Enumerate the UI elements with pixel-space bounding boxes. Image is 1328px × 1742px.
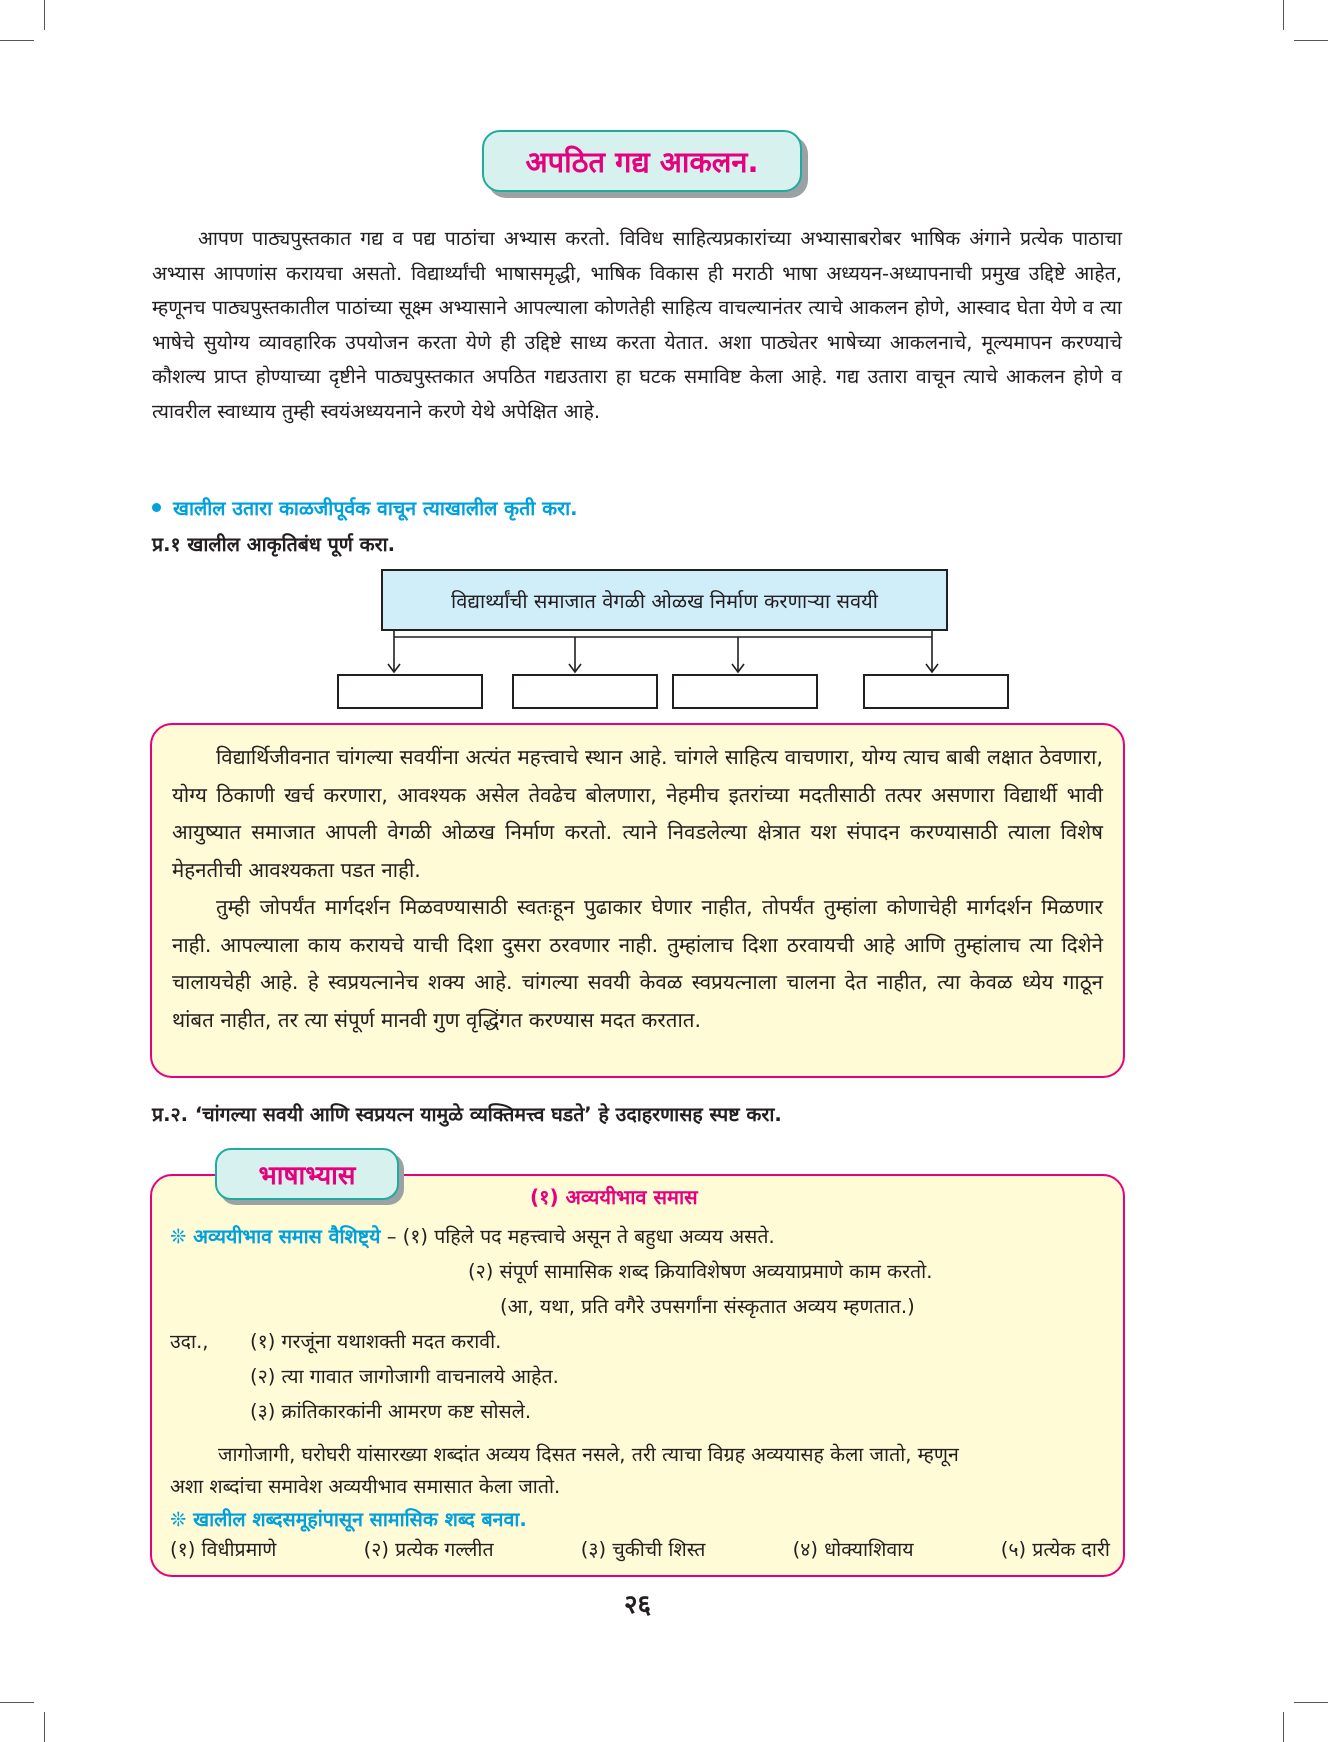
feature-separator: – <box>386 1225 397 1248</box>
samas-heading: (१) अव्ययीभाव समास <box>530 1185 698 1209</box>
explanation-line-1: जागोजागी, घरोघरी यांसारख्या शब्दांत अव्यय दिसत नसले, तरी त्याचा विग्रह अव्ययासह केला जातो, म्हणून <box>218 1443 959 1466</box>
answer-box-2[interactable] <box>512 674 658 709</box>
feature-label: ❊ अव्ययीभाव समास वैशिष्ट्ये <box>170 1225 381 1248</box>
question-1: प्र.१ खालील आकृतिबंध पूर्ण करा. <box>152 533 396 556</box>
crop-mark <box>0 1702 34 1703</box>
crop-mark <box>1294 1702 1328 1703</box>
page-title: अपठित गद्य आकलन. <box>482 130 802 192</box>
intro-paragraph: आपण पाठ्यपुस्तकात गद्य व पद्य पाठांचा अभ्यास करतो. विविध साहित्यप्रकारांच्या अभ्यासाबरोबर भाषिक अंगाने प्रत्येक पाठाचा अभ्यास आपणांस करायचा असतो. विद्यार्थ्यांची भाषासमृद्धी, भाषिक विकास ही मराठी भाषा अध्ययन-अध्यापनाची प्रमुख उद्दिष्टे आहेत, म्हणूनच पाठ्यपुस्तकातील पाठांच्या सूक्ष्म अभ्यासाने आपल्याला कोणतेही साहित्य वाचल्यानंतर त्याचे आकलन होणे, आस्वाद घेता येणे व त्या भाषेचे सुयोग्य व्यावहारिक उपयोजन करता येणे ही उद्दिष्टे साध्य करता येतात. अशा पाठ्येतर भाषेच्या आकलनाचे, मूल्यमापन करण्याचे कौशल्य प्राप्त होण्याच्या दृष्टीने पाठ्यपुस्तकात अपठित गद्यउतारा हा घटक समाविष्ट केला आहे. गद्य उतारा वाचून त्याचे आकलन होणे व त्यावरील स्वाध्याय तुम्ही स्वयंअध्ययनाने करणे येथे अपेक्षित आहे. <box>152 227 1122 423</box>
exercise-item: (१) विधीप्रमाणे <box>170 1538 277 1561</box>
example-2: (२) त्या गावात जागोजागी वाचनालये आहेत. <box>250 1365 559 1388</box>
passage-paragraph-2: तुम्ही जोपर्यंत मार्गदर्शन मिळवण्यासाठी स्वतःहून पुढाकार घेणार नाहीत, तोपर्यंत तुम्हांला कोणाचेही मार्गदर्शन मिळणार नाही. आपल्याला काय करायचे याची दिशा दुसरा ठरवणार नाही. तुम्हांलाच दिशा ठरवायची आहे आणि तुम्हांलाच त्या दिशेने चालायचेही आहे. हे स्वप्रयत्नानेच शक्य आहे. चांगल्या सवयी केवळ स्वप्रयत्नाला चालना देत नाहीत, त्या केवळ ध्येय गाठून थांबत नाहीत, तर त्या संपूर्ण मानवी गुण वृद्धिंगत करण्यास मदत करतात. <box>172 895 1103 1032</box>
crop-mark <box>44 1712 45 1742</box>
explanation-line-2: अशा शब्दांचा समावेश अव्ययीभाव समासात केला जातो. <box>170 1475 561 1498</box>
answer-box-3[interactable] <box>672 674 818 709</box>
exercise-list <box>170 1535 1110 1562</box>
page-number: २६ <box>624 1590 652 1620</box>
crop-mark <box>1283 1712 1284 1742</box>
exercise-item: (३) चुकीची शिस्त <box>580 1538 706 1561</box>
diagram-center-box: विद्यार्थ्यांची समाजात वेगळी ओळख निर्माण करणाऱ्या सवयी <box>381 569 948 631</box>
example-label: उदा., <box>170 1330 209 1353</box>
passage-box <box>150 723 1125 1078</box>
example-3: (३) क्रांतिकारकांनी आमरण कष्ट सोसले. <box>250 1400 532 1423</box>
question-2: प्र.२. ‘चांगल्या सवयी आणि स्वप्रयत्न यामुळे व्यक्तिमत्त्व घडते’ हे उदाहरणासह स्पष्ट करा. <box>152 1103 782 1126</box>
instruction-text: खालील उतारा काळजीपूर्वक वाचून त्याखालील कृती करा. <box>173 497 578 520</box>
exercise-item: (५) प्रत्येक दारी <box>1000 1538 1110 1561</box>
answer-box-1[interactable] <box>337 674 483 709</box>
bhasha-tab: भाषाभ्यास <box>215 1148 399 1200</box>
feature-note: (आ, यथा, प्रति वगैरे उपसर्गांना संस्कृतात अव्यय म्हणतात.) <box>500 1295 915 1318</box>
exercise-label: ❊ खालील शब्दसमूहांपासून सामासिक शब्द बनवा. <box>170 1508 527 1531</box>
feature-row <box>170 1222 775 1249</box>
feature-2: (२) संपूर्ण सामासिक शब्द क्रियाविशेषण अव्ययाप्रमाणे काम करतो. <box>468 1260 933 1283</box>
exercise-item: (२) प्रत्येक गल्लीत <box>363 1538 494 1561</box>
passage-paragraph-1: विद्यार्थिजीवनात चांगल्या सवयींना अत्यंत महत्त्वाचे स्थान आहे. चांगले साहित्य वाचणारा, योग्य त्याच बाबी लक्षात ठेवणारा, योग्य ठिकाणी खर्च करणारा, आवश्यक असेल तेवढेच बोलणारा, नेहमीच इतरांच्या मदतीसाठी तत्पर असणारा विद्यार्थी भावी आयुष्यात समाजात आपली वेगळी ओळख निर्माण करतो. त्याने निवडलेल्या क्षेत्रात यश संपादन करण्यासाठी त्याला विशेष मेहनतीची आवश्यकता पडत नाही. <box>172 745 1103 882</box>
feature-1: (१) पहिले पद महत्त्वाचे असून ते बहुधा अव्यय असते. <box>402 1225 775 1248</box>
exercise-item: (४) धोक्याशिवाय <box>792 1538 914 1561</box>
answer-box-4[interactable] <box>863 674 1009 709</box>
example-1: (१) गरजूंना यथाशक्ती मदत करावी. <box>250 1330 502 1353</box>
